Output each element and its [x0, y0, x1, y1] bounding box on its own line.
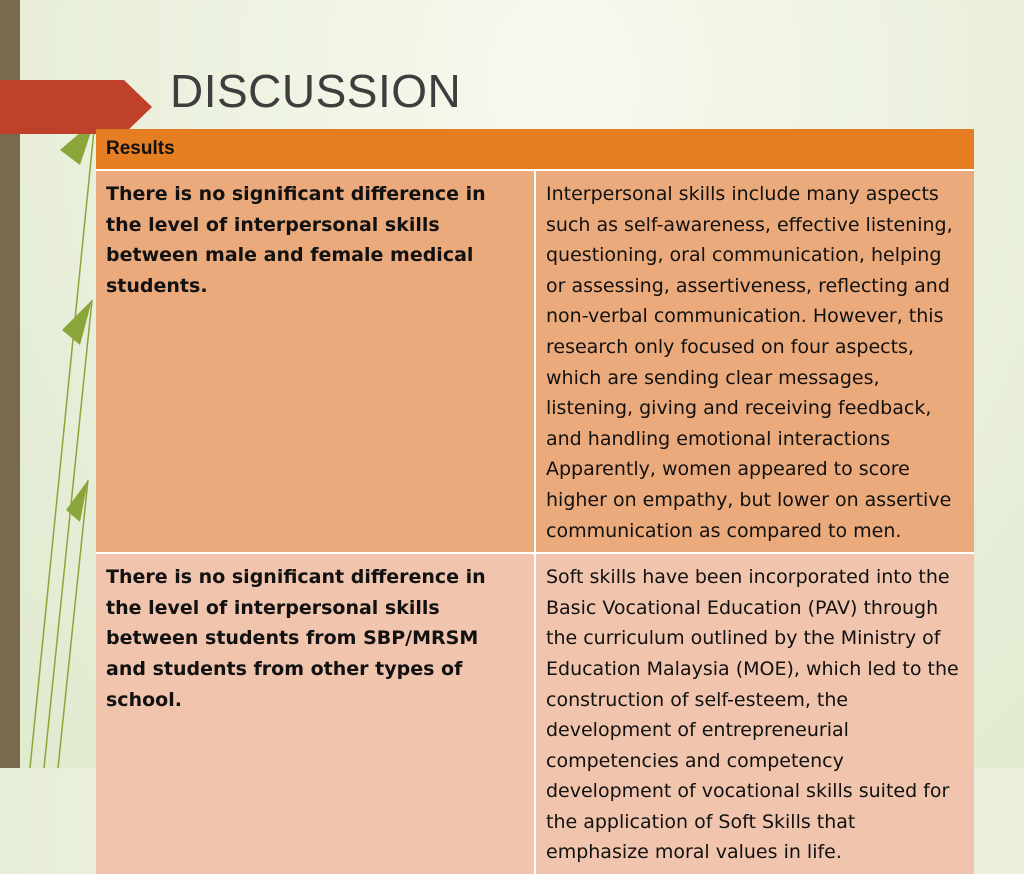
title-arrow-shape [0, 80, 152, 134]
finding-cell: There is no significant difference in the level of interpersonal skills between male and female medical students. [96, 170, 535, 553]
table-header-results: Results [96, 129, 974, 170]
slide-title: DISCUSSION [170, 65, 462, 117]
discussion-cell: Soft skills have been incorporated into the Basic Vocational Education (PAV) through the curriculum outlined by the Ministry of Education Malaysia (MOE), which led to the construction of self-esteem, the development of entrepreneurial competencies and competency development of vocational skills suited for the application of Soft Skills that emphasize moral values in life. [535, 553, 974, 874]
table-row [96, 170, 974, 553]
results-table [96, 129, 974, 874]
table-header-row [96, 129, 974, 170]
discussion-cell: Interpersonal skills include many aspects such as self-awareness, effective listening, questioning, oral communication, helping or assessing, assertiveness, reflecting and non-verbal communication. However, this research only focused on four aspects, which are sending clear messages, listening, giving and receiving feedback, and handling emotional interactions Apparently, women appeared to score higher on empathy, but lower on assertive communication as compared to men. [535, 170, 974, 553]
table-row [96, 553, 974, 874]
finding-cell: There is no significant difference in the level of interpersonal skills between students from SBP/MRSM and students from other types of school. [96, 553, 535, 874]
